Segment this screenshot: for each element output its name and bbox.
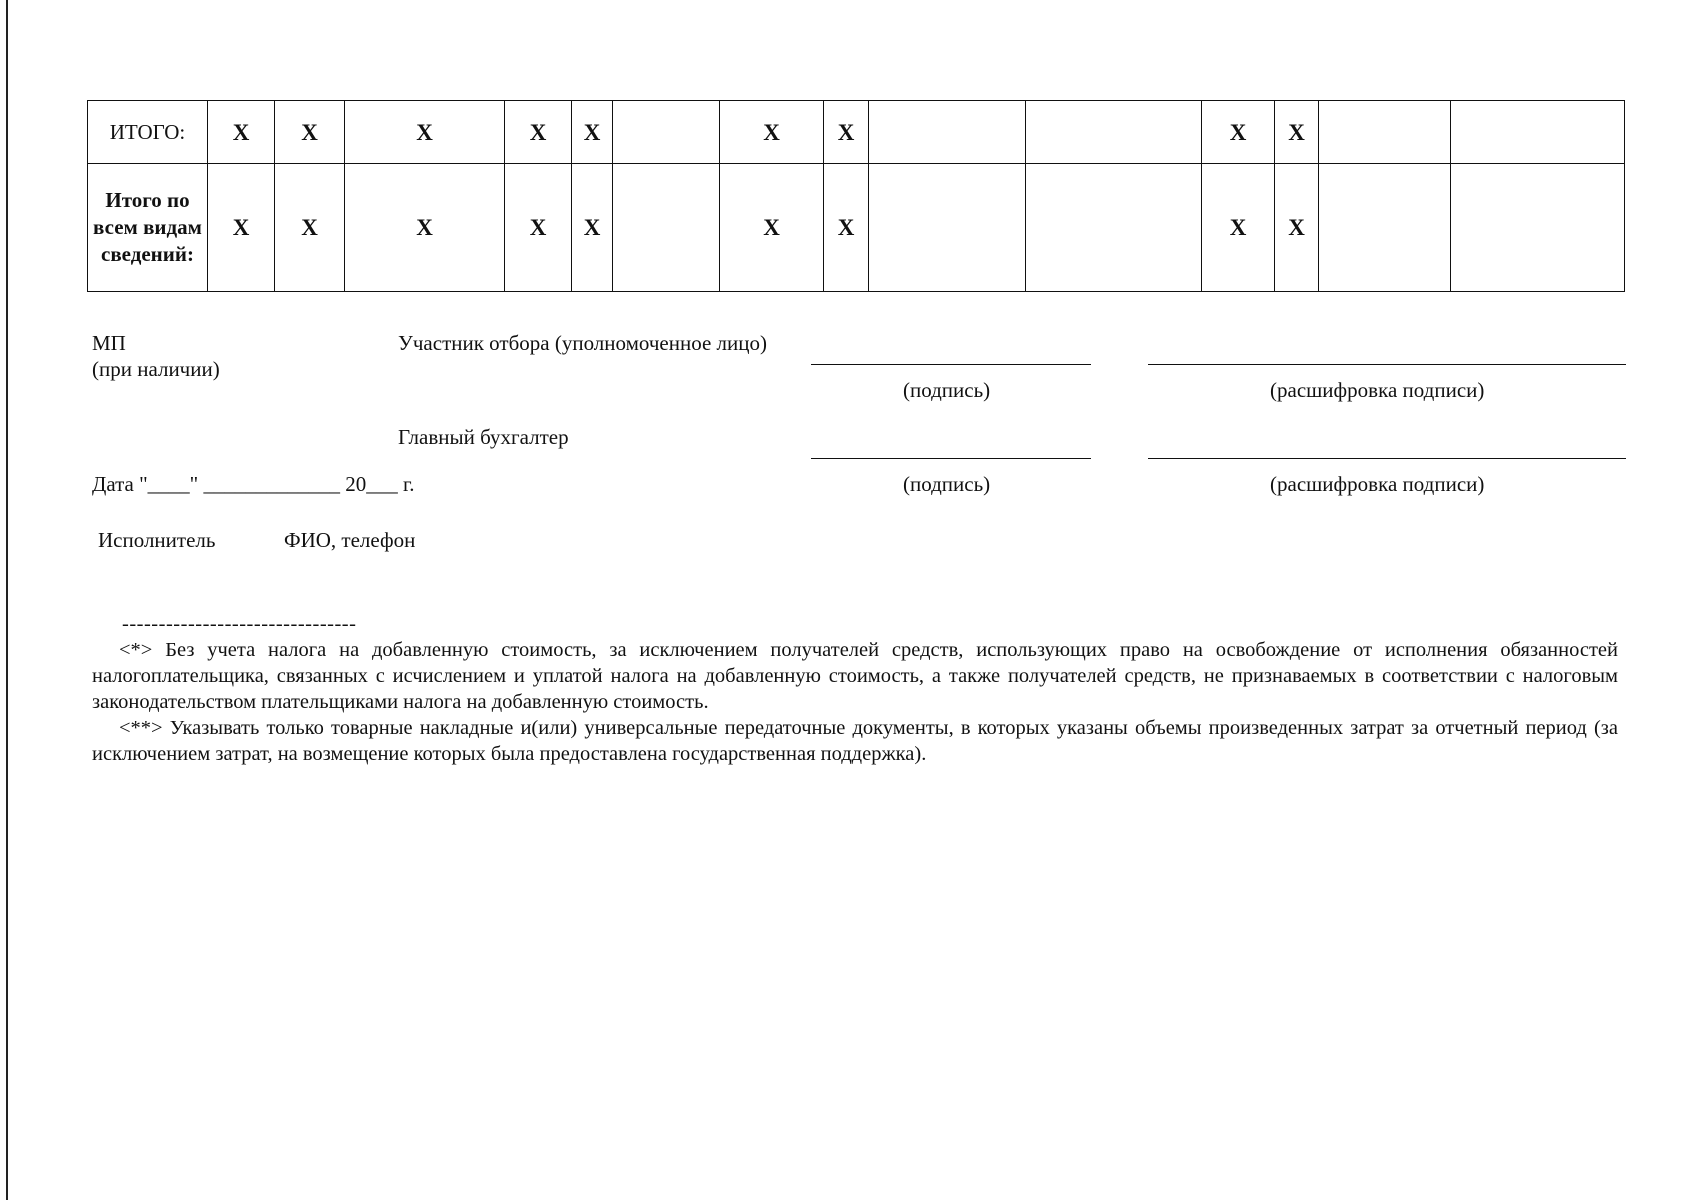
executor-details: ФИО, телефон — [284, 528, 416, 552]
table-cell: X — [275, 101, 345, 164]
footnote-2: <**> Указывать только товарные накладные и(или) универсальные передаточные документы, в которых указаны объемы произведенных затрат за отчетный период (за исключением затрат, на возмещение которых была предоставлена государственная поддержка). — [92, 717, 1618, 765]
footnote-1: <*> Без учета налога на добавленную стоимость, за исключением получателей средств, использующих право на освобождение от исполнения обязанностей налогоплательщика, связанных с исчислением и уплатой налога на добавленную стоимость, а также получателей средств, не признаваемых в соответствии с налоговым законодательством плательщиками налога на добавленную стоимость. — [92, 639, 1618, 713]
table-cell — [613, 101, 720, 164]
executor-label: Исполнитель — [98, 528, 216, 552]
accountant-decoding-line — [1148, 458, 1626, 459]
table-cell: X — [720, 164, 824, 292]
stamp-note: (при наличии) — [92, 357, 220, 381]
table-cell: X — [505, 101, 572, 164]
table-cell: X — [345, 164, 505, 292]
row-label-all-types: Итого по всем видам сведений: — [88, 164, 208, 292]
table-cell: X — [1202, 101, 1275, 164]
page-left-border — [6, 0, 8, 1200]
table-cell: X — [720, 101, 824, 164]
table-cell: X — [1202, 164, 1275, 292]
table-row-itogo — [88, 101, 1625, 164]
table-cell: X — [208, 164, 275, 292]
table-cell: X — [572, 101, 613, 164]
table-cell — [1451, 101, 1625, 164]
table-cell: X — [275, 164, 345, 292]
signature-caption: (подпись) — [903, 472, 991, 496]
signature-caption: (подпись) — [903, 378, 991, 402]
table-cell: X — [824, 101, 869, 164]
date-field: Дата "____" _____________ 20___ г. — [92, 472, 415, 496]
table-cell — [1026, 164, 1202, 292]
decoding-caption: (расшифровка подписи) — [1270, 378, 1485, 402]
footnotes — [92, 611, 1618, 767]
table-cell: X — [1275, 164, 1319, 292]
row-label-itogo: ИТОГО: — [88, 101, 208, 164]
table-cell — [869, 164, 1026, 292]
table-cell: X — [1275, 101, 1319, 164]
table-cell — [1026, 101, 1202, 164]
table-cell: X — [505, 164, 572, 292]
stamp-label: МП — [92, 331, 126, 355]
totals-table — [87, 100, 1625, 292]
table-cell: X — [345, 101, 505, 164]
participant-decoding-line — [1148, 364, 1626, 365]
participant-signature-line — [811, 364, 1091, 365]
participant-label: Участник отбора (уполномоченное лицо) — [398, 331, 767, 355]
table-cell — [613, 164, 720, 292]
chief-accountant-label: Главный бухгалтер — [398, 425, 569, 449]
footnote-separator: -------------------------------- — [122, 613, 357, 635]
accountant-signature-line — [811, 458, 1091, 459]
table-cell — [1319, 164, 1451, 292]
decoding-caption: (расшифровка подписи) — [1270, 472, 1485, 496]
table-cell — [869, 101, 1026, 164]
table-cell: X — [572, 164, 613, 292]
table-cell: X — [824, 164, 869, 292]
table-cell: X — [208, 101, 275, 164]
table-cell — [1451, 164, 1625, 292]
table-cell — [1319, 101, 1451, 164]
table-row-all-types — [88, 164, 1625, 292]
